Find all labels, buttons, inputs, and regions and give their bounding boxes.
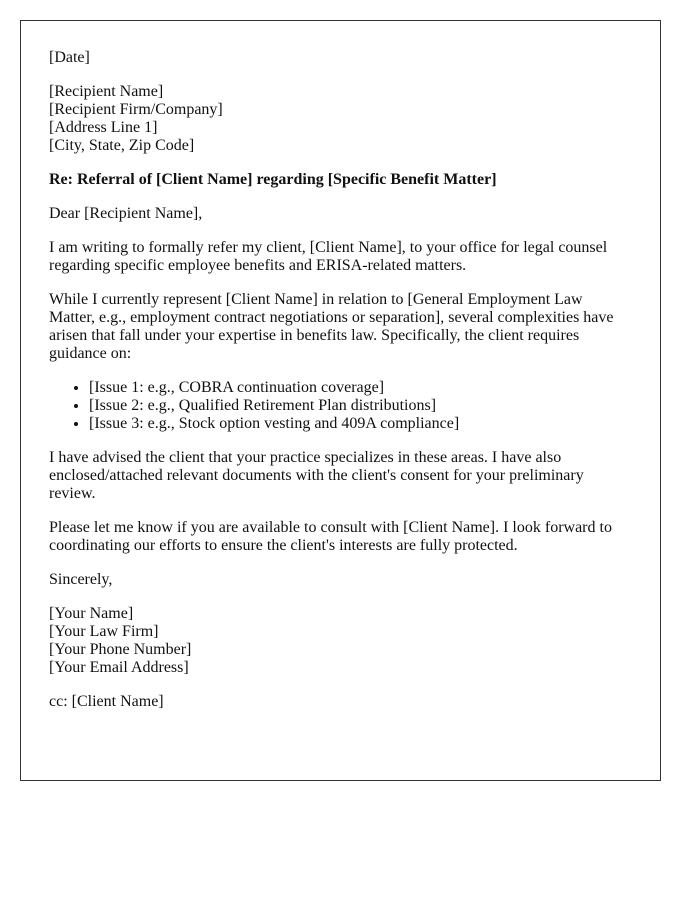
list-item: • [Issue 3: e.g., Stock option vesting and 409A compliance] [89, 415, 632, 433]
list-item: • [Issue 1: e.g., COBRA continuation coverage] [89, 379, 632, 397]
cc-line: cc: [Client Name] [49, 693, 164, 710]
closing-paragraph: Please let me know if you are available to consult with [Client Name]. I look forward to coordinating our efforts to ensure the client's interests are fully protected. [49, 519, 612, 554]
recipient-firm: [Recipient Firm/Company] [49, 101, 223, 118]
signoff: Sincerely, [49, 571, 113, 588]
sender-signature-block [49, 605, 632, 677]
salutation: Dear [Recipient Name], [49, 205, 203, 222]
sender-name: [Your Name] [49, 605, 134, 622]
recipient-name: [Recipient Name] [49, 83, 164, 100]
intro-paragraph: I am writing to formally refer my client, [Client Name], to your office for legal counsel regarding specific employee benefits and ERISA-related matters. [49, 239, 608, 274]
context-paragraph: While I currently represent [Client Name] in relation to [General Employment Law Matter, e.g., employment contract negotiations or separation], several complexities have arisen that fall under your expertise in benefits law. Specifically, the client requires guidance on: [49, 291, 614, 362]
subject-line: Re: Referral of [Client Name] regarding [Specific Benefit Matter] [49, 171, 497, 188]
date-block [49, 49, 632, 67]
letter-date: [Date] [49, 49, 90, 66]
advice-paragraph: I have advised the client that your practice specializes in these areas. I have also enclosed/attached relevant documents with the client's consent for your preliminary review. [49, 449, 584, 502]
list-item: • [Issue 2: e.g., Qualified Retirement Plan distributions] [89, 397, 632, 415]
sender-firm: [Your Law Firm] [49, 623, 159, 640]
sender-phone: [Your Phone Number] [49, 641, 192, 658]
letter-page [20, 20, 661, 781]
recipient-address-block [49, 83, 632, 155]
recipient-city-state-zip: [City, State, Zip Code] [49, 137, 195, 154]
sender-email: [Your Email Address] [49, 659, 189, 676]
recipient-address-line-1: [Address Line 1] [49, 119, 158, 136]
issues-list [49, 379, 632, 433]
